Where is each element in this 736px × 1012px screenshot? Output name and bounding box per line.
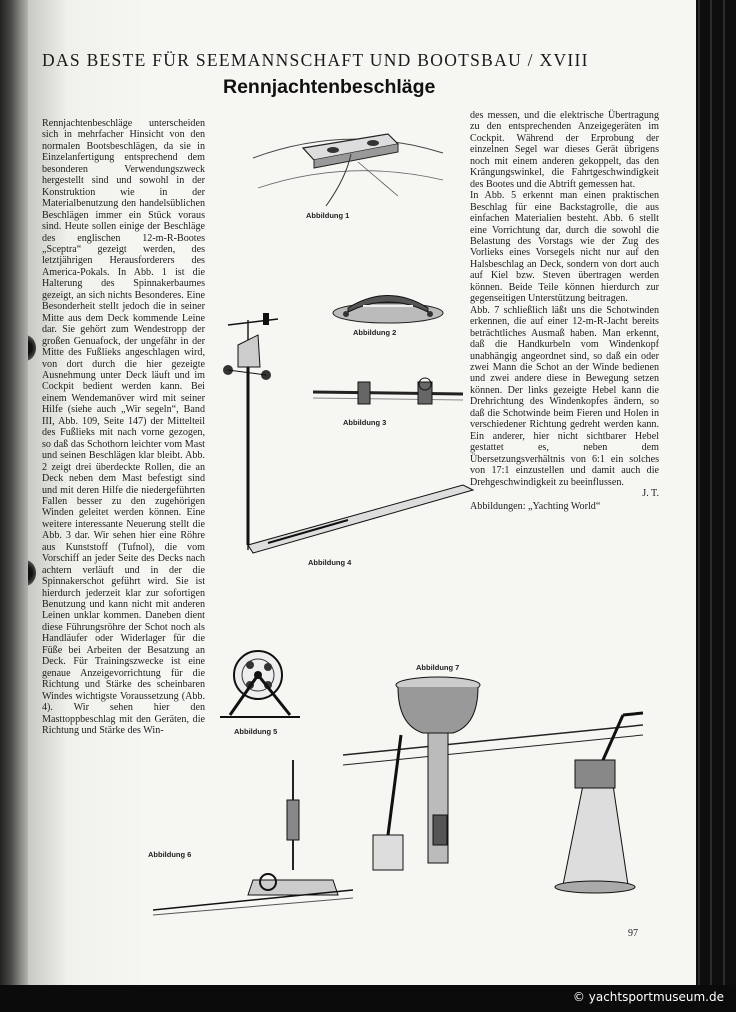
paragraph: Abb. 7 schließlich läßt uns die Schotwinden erkennen, die auf einer 12-m-R-Jacht bereits beträchtliches Ausmaß haben. Man erkennt, daß die Handkurbeln vom Windenkopf unabhängig angeordnet sind, so daß ein oder zwei Mann die Schot an der Winde bedienen und zwei andere diese in Bewegung setzen können. Der links gezeigte Hebel kann die Drehrichtung des Windenkopfes ändern, so daß die Schotwinde beim Fieren und Holen in verschiedener Richtung gedreht werden kann. Ein anderer, hier nicht sichtbarer Hebel gestattet es, neben dem Übersetzungsverhältnis von 6:1 ein solches von 17:1 einzustellen und damit auch die Drehgeschwindigkeit zu beeinflussen. — [470, 304, 659, 488]
caption-figure-7: Abbildung 7 — [416, 663, 460, 672]
text-column-right — [470, 110, 659, 513]
figure-7-sheet-winch — [343, 665, 643, 915]
caption-figure-5: Abbildung 5 — [234, 727, 278, 736]
page-edge — [690, 0, 736, 985]
page-number: 97 — [628, 928, 638, 939]
figure-6-forestay-fitting — [153, 760, 353, 920]
caption-figure-2: Abbildung 2 — [353, 328, 397, 337]
figure-5-backstay-roller — [210, 645, 305, 720]
image-credit: Abbildungen: „Yachting World“ — [470, 501, 601, 513]
author-signature: J. T. — [642, 487, 659, 499]
watermark: © yachtsportmuseum.de — [572, 990, 724, 1004]
punch-hole — [28, 560, 36, 586]
paragraph: des messen, und die elektrische Übertragung zu den entsprechenden Anzeigegeräten im Cockpit. Während der Erprobung der einzelnen Segel war dieses Gerät übrigens noch mit einem anderen gekoppelt, das den Krängungswinkel, die Fahrtgeschwindigkeit des Bootes und die Abtrift gemessen hat. — [470, 110, 659, 190]
paragraph: In Abb. 5 erkennt man einen praktischen Beschlag für eine Backstagrolle, die aus einfachen Materialien besteht. Abb. 6 stellt eine Vorrichtung dar, durch die sowohl die Belastung des Vorstags wie der Zug des Vorlieks eines Vorsegels nicht nur auf den Halsbeschlag an Deck, sondern von dort auch auf Kiel bzw. Steven übertragen werden können. Beide Teile können hierdurch zur gegenseitigen Unterstützung beitragen. — [470, 190, 659, 305]
figure-4-masthead-instruments — [208, 305, 493, 555]
figure-1-spinnaker-fitting — [248, 118, 448, 208]
page-header: DAS BESTE FÜR SEEMANNSCHAFT UND BOOTSBAU / XVIII — [42, 50, 589, 70]
caption-figure-3: Abbildung 3 — [343, 418, 387, 427]
paragraph: Rennjachtenbeschläge unterscheiden sich in mehrfacher Hinsicht von den normalen Bootsbeschlägen, da sie in Einzelanfertigung entsprechend dem besonderen Verwendungszweck hergestellt sind und sowohl in der Konstruktion wie in der Materialbenutzung den handelsüblichen Beschlägen immer ein Stück voraus sind. Heute sollen einige der Beschläge des englischen 12-m-R-Bootes „Sceptra“ gezeigt werden, des letztjährigen Herausforderers des America-Pokals. In Abb. 1 ist die Halterung des Spinnakerbaumes gezeigt, an sich nichts Besonderes. Eine Besonderheit stellt jedoch die in seiner Mitte aus dem Deck kommende Leine dar. Sie gehört zum Wendestropp der großen Genuafock, der ungefähr in der Mitte des Fußlieks angeschlagen wird, von dort durch die hier gezeigte Ausnehmung unter Deck läuft und im Cockpit bedient werden kann. Bei einem Wendemanöver wird mit seiner Hilfe (siehe auch „Wir segeln“, Band III, Abb. 109, Seite 147) der Mittelteil des Fußlieks mit nach vorne gezogen, so daß das Schothorn leichter vom Mast und seinen Beschlägen klar bleibt. Abb. 2 zeigt drei überdeckte Rollen, die an Deck neben dem Mast befestigt sind und mit deren Hilfe die niedergeführten Fallen besser zu den zugehörigen Winden geleitet werden können. Eine weitere interessante Neuerung stellt die Abb. 3 dar. Wir sehen hier eine Röhre aus Kunststoff (Tufnol), die vom Vorschiff an jeder Seite des Decks nach achtern verläuft und in der die Spinnakerschot geführt wird. Sie ist hierdurch jederzeit klar zur sofortigen Benutzung und kann nicht mit anderen Leinen unklar kommen. Daneben dient diese Führungsröhre der Schot noch als Handläufer oder Widerlager für die Füße bei Arbeiten der Besatzung an Deck. Für Trainingszwecke ist eine genaue Anzeigevorrichtung für die Richtung und Stärke des scheinbaren Windes wichtigste Voraussetzung (Abb. 4). Wir sehen hier den Masttoppbeschlag mit den Geräten, die Richtung und Stärke des Win- — [42, 118, 205, 737]
text-column-left — [42, 118, 205, 736]
caption-figure-6: Abbildung 6 — [148, 850, 192, 859]
punch-hole — [28, 335, 36, 361]
article-title: Rennjachtenbeschläge — [223, 76, 436, 98]
magazine-page — [28, 0, 696, 985]
caption-figure-4: Abbildung 4 — [308, 558, 352, 567]
caption-figure-1: Abbildung 1 — [306, 211, 350, 220]
